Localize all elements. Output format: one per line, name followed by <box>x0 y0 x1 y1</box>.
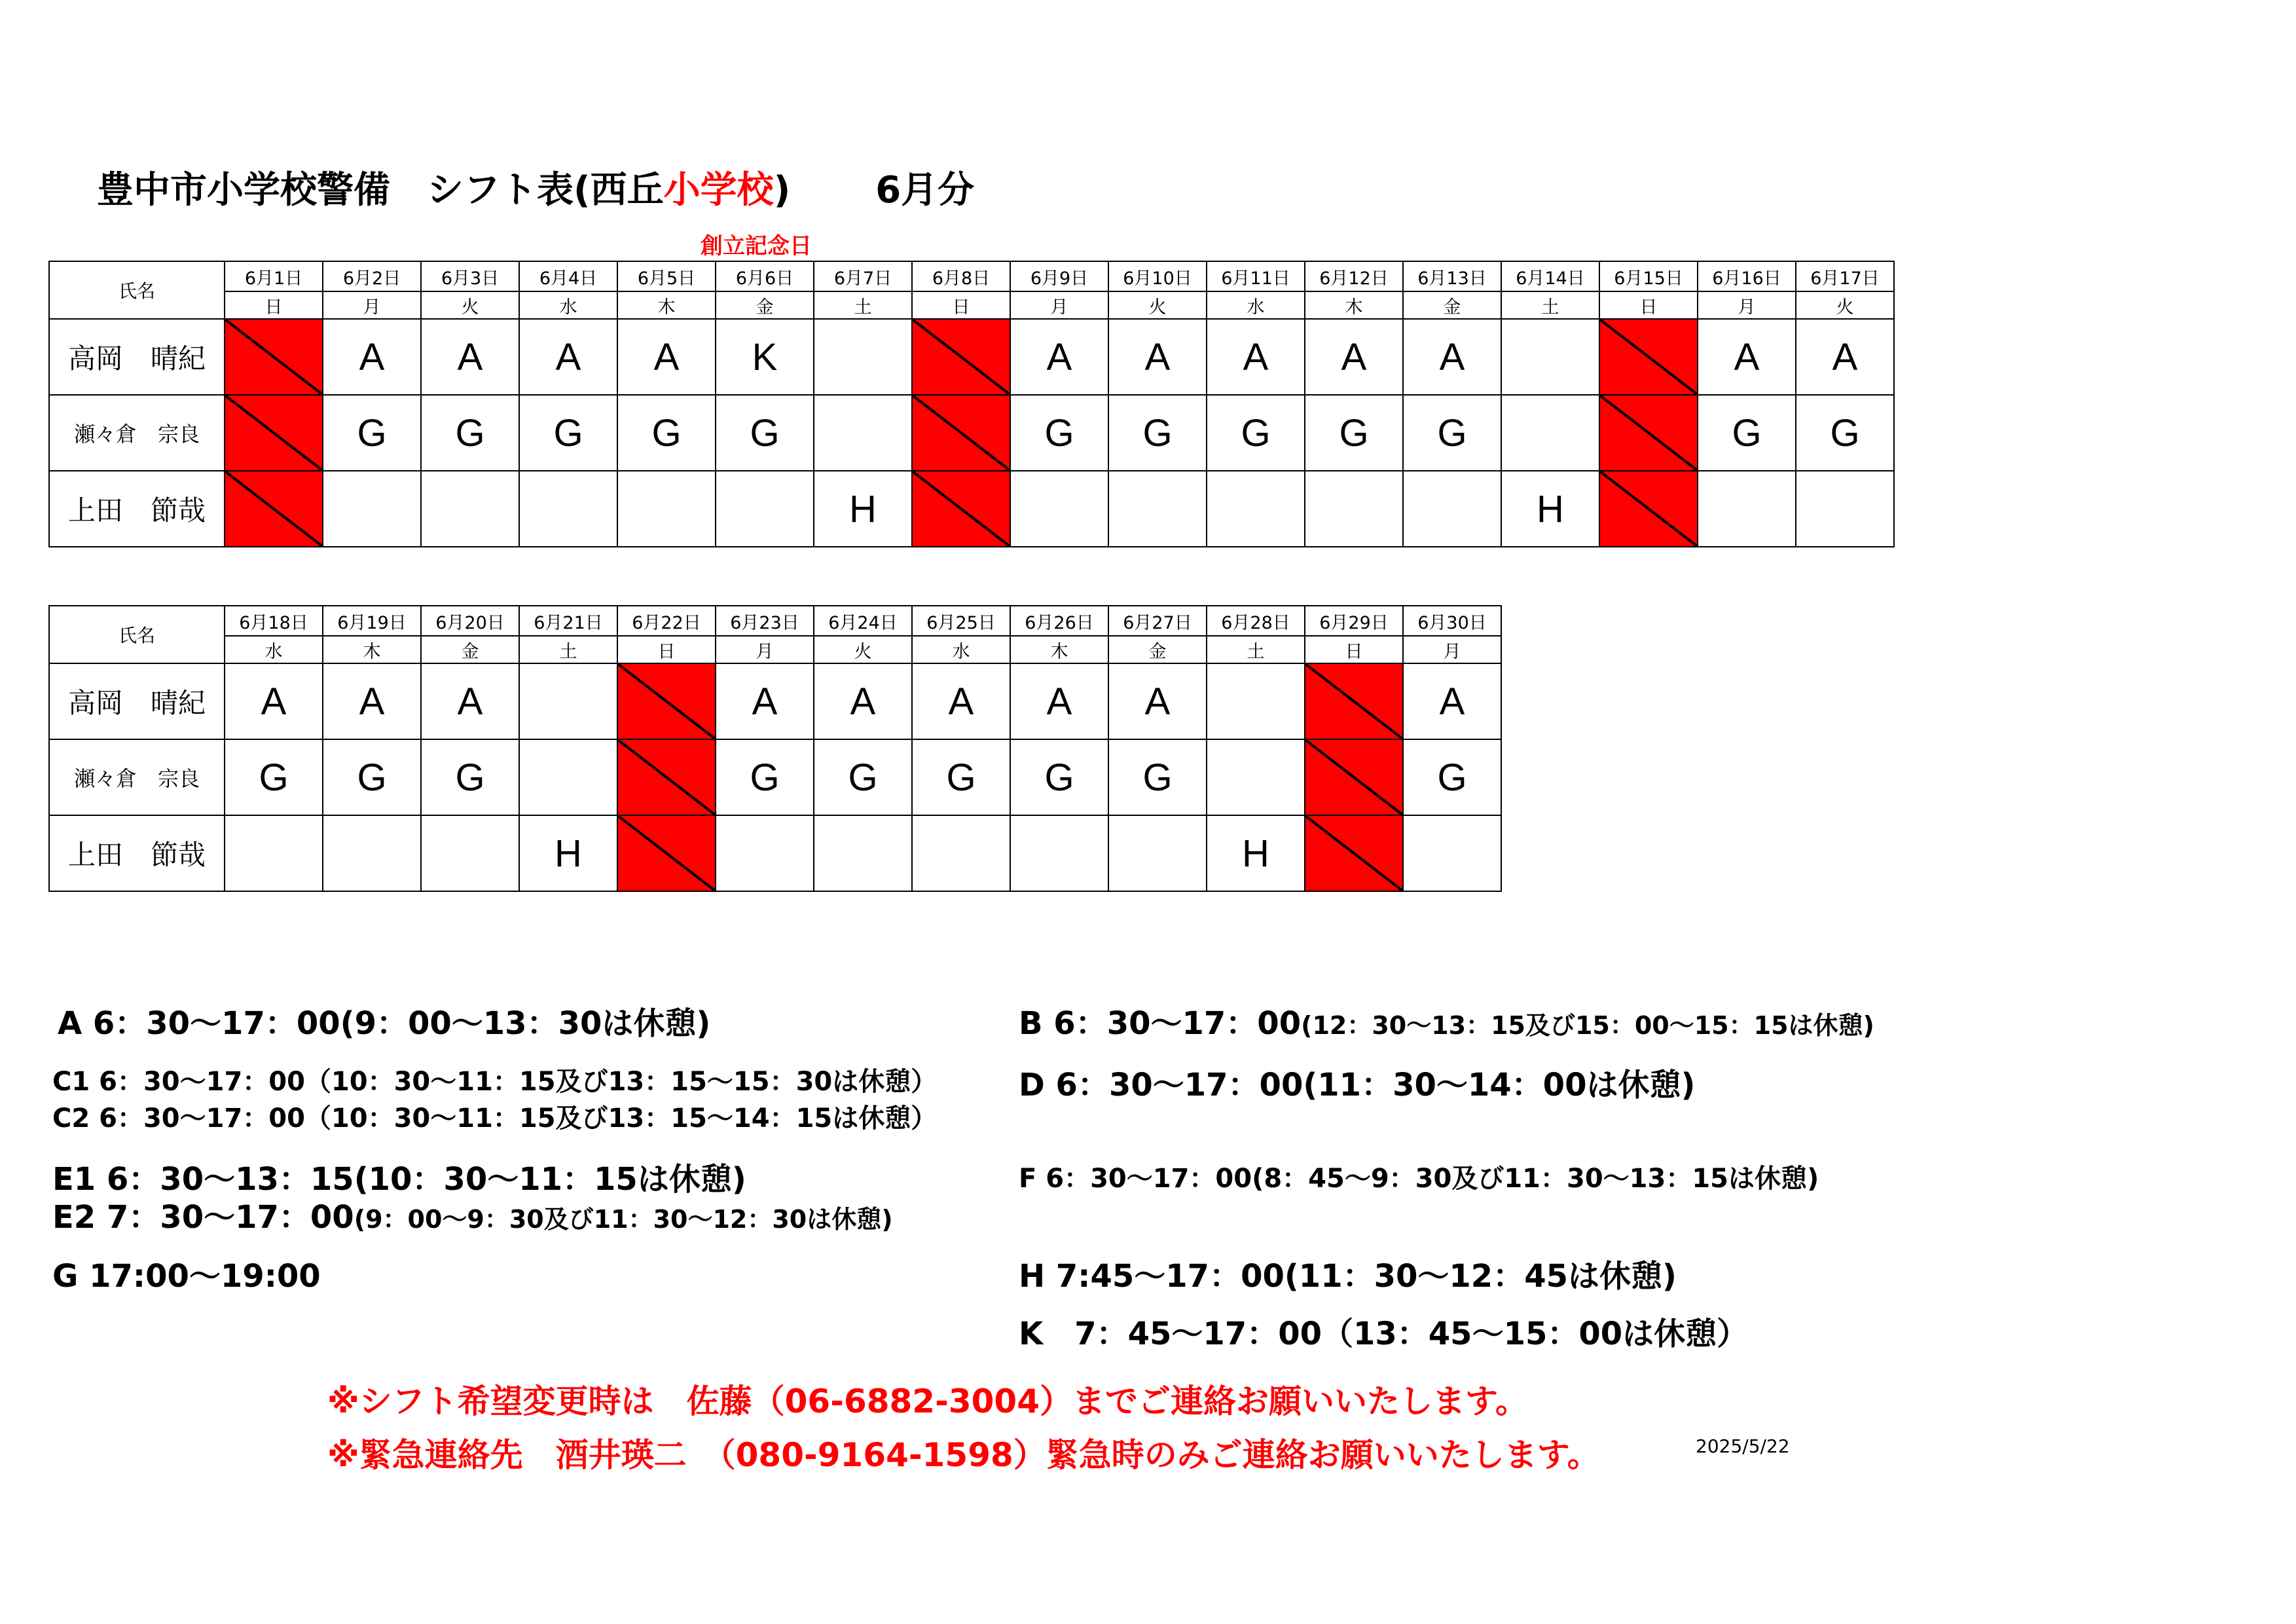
weekday-header: 木 <box>617 291 716 319</box>
shift-cell: G <box>1403 739 1501 815</box>
holiday-cell <box>617 815 716 891</box>
shift-cell: A <box>421 663 519 739</box>
holiday-cell <box>1599 319 1698 395</box>
holiday-cell <box>912 471 1010 547</box>
holiday-cell <box>1599 471 1698 547</box>
legend-b <box>1019 998 1874 1043</box>
weekday-row <box>49 636 1501 663</box>
weekday-header: 木 <box>1305 291 1403 319</box>
weekday-header: 日 <box>1599 291 1698 319</box>
shift-cell: A <box>1796 319 1894 395</box>
name-header: 氏名 <box>49 261 225 319</box>
shift-cell <box>1207 739 1305 815</box>
date-header: 6月16日 <box>1698 261 1796 291</box>
weekday-header: 金 <box>421 636 519 663</box>
date-header: 6月6日 <box>716 261 814 291</box>
staff-name: 上田 節哉 <box>49 471 225 547</box>
staff-name: 瀬々倉 宗良 <box>49 739 225 815</box>
shift-table-2 <box>48 605 1502 892</box>
date-header: 6月19日 <box>323 606 421 636</box>
weekday-header: 日 <box>1305 636 1403 663</box>
date-header: 6月26日 <box>1010 606 1108 636</box>
shift-cell <box>1403 471 1501 547</box>
date-header: 6月2日 <box>323 261 421 291</box>
title-school: 小学校 <box>663 169 774 212</box>
document-date: 2025/5/22 <box>1696 1435 1790 1457</box>
shift-cell: G <box>716 739 814 815</box>
date-header: 6月4日 <box>519 261 617 291</box>
shift-cell <box>1010 471 1108 547</box>
date-header: 6月27日 <box>1108 606 1207 636</box>
date-header: 6月10日 <box>1108 261 1207 291</box>
shift-cell: G <box>912 739 1010 815</box>
shift-cell <box>1501 319 1599 395</box>
date-row <box>49 261 1894 291</box>
shift-cell: G <box>1698 395 1796 471</box>
staff-name: 高岡 晴紀 <box>49 319 225 395</box>
staff-row <box>49 395 1894 471</box>
shift-cell: G <box>1796 395 1894 471</box>
date-header: 6月17日 <box>1796 261 1894 291</box>
shift-cell <box>1010 815 1108 891</box>
holiday-cell <box>1305 815 1403 891</box>
shift-cell <box>814 395 912 471</box>
shift-cell <box>1403 815 1501 891</box>
shift-cell: G <box>421 739 519 815</box>
date-header: 6月25日 <box>912 606 1010 636</box>
weekday-header: 日 <box>912 291 1010 319</box>
legend-c1: C1 6：30〜17：00（10：30〜11：15及び13：15〜15：30は休憩） <box>52 1067 938 1097</box>
shift-cell <box>519 663 617 739</box>
shift-cell: A <box>1207 319 1305 395</box>
date-header: 6月14日 <box>1501 261 1599 291</box>
holiday-cell <box>912 395 1010 471</box>
shift-cell: A <box>1010 663 1108 739</box>
weekday-header: 金 <box>1403 291 1501 319</box>
shift-cell: A <box>716 663 814 739</box>
name-header: 氏名 <box>49 606 225 663</box>
legend-c2: C2 6：30〜17：00（10：30〜11：15及び13：15〜14：15は休憩） <box>52 1103 938 1134</box>
weekday-header: 土 <box>814 291 912 319</box>
shift-cell <box>1305 471 1403 547</box>
shift-cell <box>225 815 323 891</box>
shift-cell: A <box>912 663 1010 739</box>
weekday-header: 水 <box>519 291 617 319</box>
shift-cell: G <box>323 395 421 471</box>
shift-cell: H <box>1207 815 1305 891</box>
page-title <box>97 161 974 213</box>
shift-cell <box>323 471 421 547</box>
weekday-header: 木 <box>323 636 421 663</box>
weekday-header: 水 <box>1207 291 1305 319</box>
shift-cell <box>519 471 617 547</box>
shift-cell: G <box>519 395 617 471</box>
date-header: 6月21日 <box>519 606 617 636</box>
shift-cell: G <box>617 395 716 471</box>
title-month: 6月分 <box>875 169 975 212</box>
date-header: 6月13日 <box>1403 261 1501 291</box>
shift-cell <box>1207 471 1305 547</box>
weekday-header: 火 <box>421 291 519 319</box>
weekday-header: 火 <box>1796 291 1894 319</box>
shift-cell <box>1108 471 1207 547</box>
weekday-header: 日 <box>617 636 716 663</box>
shift-cell <box>814 319 912 395</box>
shift-cell <box>421 471 519 547</box>
date-header: 6月28日 <box>1207 606 1305 636</box>
shift-cell: G <box>1305 395 1403 471</box>
shift-cell <box>323 815 421 891</box>
shift-cell: A <box>617 319 716 395</box>
staff-row <box>49 319 1894 395</box>
legend-e1: E1 6：30〜13：15(10：30〜11：15は休憩) <box>52 1161 746 1198</box>
date-header: 6月20日 <box>421 606 519 636</box>
weekday-header: 日 <box>225 291 323 319</box>
notice-contact: ※シフト希望変更時は 佐藤（06-6882-3004）までご連絡お願いいたします。 <box>327 1382 1529 1420</box>
date-header: 6月22日 <box>617 606 716 636</box>
date-header: 6月15日 <box>1599 261 1698 291</box>
legend-g: G 17:00〜19:00 <box>52 1258 321 1295</box>
date-header: 6月7日 <box>814 261 912 291</box>
shift-cell <box>1796 471 1894 547</box>
staff-name: 上田 節哉 <box>49 815 225 891</box>
shift-cell: K <box>716 319 814 395</box>
shift-cell: A <box>1698 319 1796 395</box>
shift-cell <box>421 815 519 891</box>
shift-cell: A <box>1403 319 1501 395</box>
staff-row <box>49 663 1501 739</box>
weekday-header: 土 <box>519 636 617 663</box>
legend-e2-main: E2 7：30〜17：00 <box>52 1199 354 1236</box>
staff-row <box>49 471 1894 547</box>
shift-cell: A <box>1010 319 1108 395</box>
date-header: 6月3日 <box>421 261 519 291</box>
staff-row <box>49 815 1501 891</box>
weekday-header: 火 <box>1108 291 1207 319</box>
weekday-header: 金 <box>1108 636 1207 663</box>
shift-cell: A <box>1108 319 1207 395</box>
weekday-header: 月 <box>1010 291 1108 319</box>
weekday-header: 火 <box>814 636 912 663</box>
shift-cell: G <box>225 739 323 815</box>
legend-a: A 6：30〜17：00(9：00〜13：30は休憩) <box>58 1005 711 1042</box>
shift-cell: H <box>1501 471 1599 547</box>
shift-cell <box>617 471 716 547</box>
date-row <box>49 606 1501 636</box>
date-header: 6月9日 <box>1010 261 1108 291</box>
date-header: 6月8日 <box>912 261 1010 291</box>
title-main: 豊中市小学校警備 シフト表(西丘 <box>97 169 664 212</box>
shift-cell <box>716 471 814 547</box>
date-header: 6月5日 <box>617 261 716 291</box>
shift-cell: G <box>1403 395 1501 471</box>
weekday-header: 月 <box>1403 636 1501 663</box>
weekday-header: 金 <box>716 291 814 319</box>
weekday-header: 月 <box>716 636 814 663</box>
weekday-header: 木 <box>1010 636 1108 663</box>
shift-cell <box>912 815 1010 891</box>
shift-table-1 <box>48 261 1895 547</box>
legend-h: H 7:45〜17：00(11：30〜12：45は休憩) <box>1019 1258 1677 1295</box>
date-header: 6月30日 <box>1403 606 1501 636</box>
staff-row <box>49 739 1501 815</box>
staff-name: 瀬々倉 宗良 <box>49 395 225 471</box>
date-header: 6月12日 <box>1305 261 1403 291</box>
staff-name: 高岡 晴紀 <box>49 663 225 739</box>
legend-k: K 7：45〜17：00（13：45〜15：00は休憩） <box>1019 1316 1749 1352</box>
holiday-cell <box>1305 663 1403 739</box>
date-header: 6月23日 <box>716 606 814 636</box>
shift-cell: A <box>1403 663 1501 739</box>
shift-cell: A <box>323 319 421 395</box>
weekday-row <box>49 291 1894 319</box>
shift-cell: G <box>1010 739 1108 815</box>
legend-e2-note: (9：00〜9：30及び11：30〜12：30は休憩) <box>354 1205 893 1234</box>
shift-cell: G <box>814 739 912 815</box>
shift-cell: G <box>1010 395 1108 471</box>
holiday-cell <box>225 319 323 395</box>
holiday-cell <box>912 319 1010 395</box>
holiday-cell <box>1599 395 1698 471</box>
shift-cell: A <box>814 663 912 739</box>
weekday-header: 水 <box>225 636 323 663</box>
shift-cell: G <box>1207 395 1305 471</box>
shift-cell: G <box>1108 739 1207 815</box>
weekday-header: 月 <box>323 291 421 319</box>
shift-cell: A <box>225 663 323 739</box>
legend-b-note: (12：30〜13：15及び15：00〜15：15は休憩) <box>1301 1011 1874 1040</box>
shift-cell <box>519 739 617 815</box>
shift-cell: A <box>519 319 617 395</box>
shift-cell <box>1108 815 1207 891</box>
shift-cell <box>716 815 814 891</box>
shift-cell: H <box>519 815 617 891</box>
anniversary-label: 創立記念日 <box>701 233 812 259</box>
weekday-header: 土 <box>1207 636 1305 663</box>
weekday-header: 月 <box>1698 291 1796 319</box>
shift-cell: A <box>1305 319 1403 395</box>
legend-b-main: B 6：30〜17：00 <box>1019 1005 1302 1042</box>
weekday-header: 土 <box>1501 291 1599 319</box>
shift-cell <box>814 815 912 891</box>
legend-d: D 6：30〜17：00(11：30〜14：00は休憩) <box>1019 1067 1696 1103</box>
title-close: ) <box>773 169 791 212</box>
holiday-cell <box>617 739 716 815</box>
date-header: 6月29日 <box>1305 606 1403 636</box>
shift-cell: A <box>421 319 519 395</box>
date-header: 6月24日 <box>814 606 912 636</box>
holiday-cell <box>225 395 323 471</box>
weekday-header: 水 <box>912 636 1010 663</box>
shift-cell: G <box>716 395 814 471</box>
holiday-cell <box>617 663 716 739</box>
shift-cell <box>1501 395 1599 471</box>
shift-cell: G <box>1108 395 1207 471</box>
shift-cell: A <box>323 663 421 739</box>
shift-cell <box>1207 663 1305 739</box>
shift-cell: G <box>421 395 519 471</box>
date-header: 6月18日 <box>225 606 323 636</box>
date-header: 6月11日 <box>1207 261 1305 291</box>
shift-cell: G <box>323 739 421 815</box>
shift-cell: A <box>1108 663 1207 739</box>
shift-cell <box>1698 471 1796 547</box>
date-header: 6月1日 <box>225 261 323 291</box>
shift-cell: H <box>814 471 912 547</box>
holiday-cell <box>1305 739 1403 815</box>
legend-f: F 6：30〜17：00(8：45〜9：30及び11：30〜13：15は休憩) <box>1019 1164 1819 1194</box>
holiday-cell <box>225 471 323 547</box>
notice-emergency: ※緊急連絡先 酒井瑛二 （080-9164-1598）緊急時のみご連絡お願いいたします。 <box>327 1436 1600 1474</box>
legend-e2 <box>52 1192 893 1237</box>
